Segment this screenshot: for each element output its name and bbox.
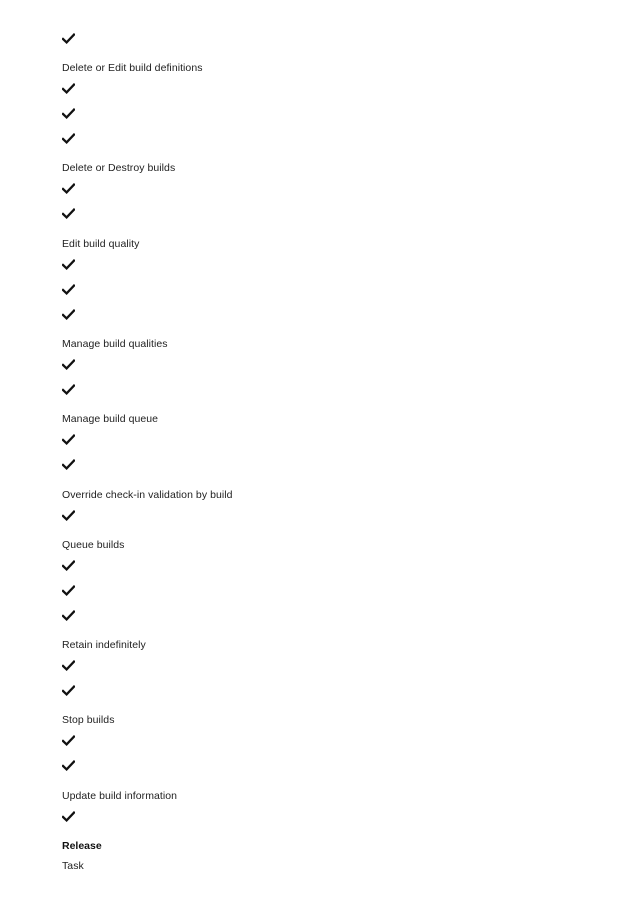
- checkmark-icon: [62, 259, 75, 270]
- permission-label: Queue builds: [62, 539, 125, 551]
- check-row: [62, 811, 75, 822]
- check-row: [62, 459, 75, 470]
- checkmark-icon: [62, 760, 75, 771]
- check-row: [62, 183, 75, 194]
- check-row: [62, 760, 75, 771]
- text-row: [62, 158, 175, 176]
- check-row: [62, 309, 75, 320]
- checkmark-icon: [62, 510, 75, 521]
- text-row: [62, 635, 146, 653]
- text-row: [62, 535, 124, 553]
- checkmark-icon: [62, 685, 75, 696]
- checkmark-icon: [62, 83, 75, 94]
- text-row: [62, 58, 203, 76]
- text-row: [62, 409, 158, 427]
- permission-label: Stop builds: [62, 714, 115, 726]
- checkmark-icon: [62, 359, 75, 370]
- checkmark-icon: [62, 459, 75, 470]
- text-row: [62, 856, 84, 874]
- section-heading: Release: [62, 840, 102, 852]
- heading-row: [62, 836, 102, 854]
- check-row: [62, 133, 75, 144]
- permission-label: Edit build quality: [62, 238, 140, 250]
- checkmark-icon: [62, 384, 75, 395]
- check-row: [62, 610, 75, 621]
- checkmark-icon: [62, 660, 75, 671]
- checkmark-icon: [62, 811, 75, 822]
- permission-label: Manage build queue: [62, 413, 159, 425]
- text-row: [62, 710, 115, 728]
- checkmark-icon: [62, 183, 75, 194]
- check-row: [62, 284, 75, 295]
- check-row: [62, 735, 75, 746]
- text-row: [62, 786, 177, 804]
- check-row: [62, 208, 75, 219]
- checkmark-icon: [62, 208, 75, 219]
- check-row: [62, 510, 75, 521]
- text-row: [62, 234, 139, 252]
- check-row: [62, 560, 75, 571]
- check-row: [62, 259, 75, 270]
- check-row: [62, 685, 75, 696]
- checkmark-icon: [62, 585, 75, 596]
- permission-label: Delete or Edit build definitions: [62, 62, 203, 74]
- checkmark-icon: [62, 309, 75, 320]
- text-row: [62, 334, 168, 352]
- check-row: [62, 359, 75, 370]
- check-row: [62, 33, 75, 44]
- check-row: [62, 434, 75, 445]
- checkmark-icon: [62, 735, 75, 746]
- permission-label: Retain indefinitely: [62, 639, 146, 651]
- checkmark-icon: [62, 610, 75, 621]
- check-row: [62, 384, 75, 395]
- checkmark-icon: [62, 133, 75, 144]
- check-row: [62, 585, 75, 596]
- permission-label: Manage build qualities: [62, 338, 168, 350]
- checkmark-icon: [62, 434, 75, 445]
- checkmark-icon: [62, 560, 75, 571]
- checkmark-icon: [62, 108, 75, 119]
- checkmark-icon: [62, 33, 75, 44]
- text-row: [62, 485, 233, 503]
- checkmark-icon: [62, 284, 75, 295]
- permission-label: Override check-in validation by build: [62, 489, 233, 501]
- permission-label: Task: [62, 860, 84, 872]
- permission-label: Update build information: [62, 790, 178, 802]
- permission-label: Delete or Destroy builds: [62, 162, 176, 174]
- check-row: [62, 108, 75, 119]
- check-row: [62, 660, 75, 671]
- check-row: [62, 83, 75, 94]
